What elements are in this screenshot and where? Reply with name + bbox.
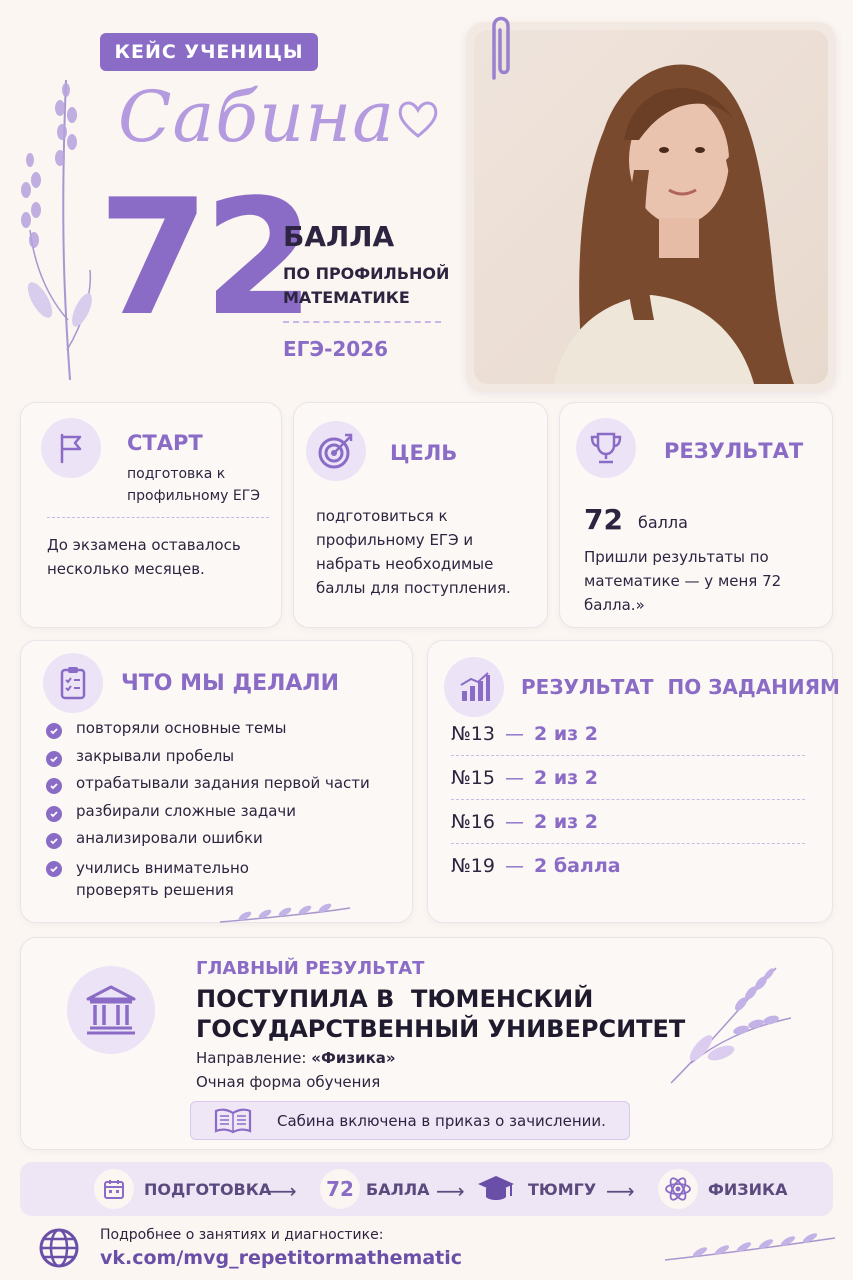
tasks-title: РЕЗУЛЬТАТ ПО ЗАДАНИЯМ [521,675,840,699]
tasks-list [451,712,805,888]
paperclip-icon [484,8,518,86]
student-name: Сабина [118,76,395,158]
direction-line [196,1049,396,1067]
list-item [46,774,370,802]
goal-title: ЦЕЛЬ [390,441,458,465]
enrollment-text: Сабина включена в приказ о зачислении. [277,1111,606,1130]
score-subject: ПО ПРОФИЛЬНОЙ МАТЕМАТИКЕ [283,264,450,307]
task-dash: — [505,810,524,833]
check-icon [46,861,62,877]
task-dash: — [505,722,524,745]
open-book-icon [213,1108,253,1134]
task-value: 2 балла [534,855,621,877]
start-icon-circle [41,418,101,478]
list-item-label: отрабатывали задания первой части [76,774,370,792]
flow-step-university [476,1162,596,1216]
result-quote: Пришли результаты по математике — у меня 72 балла.» [584,548,782,614]
direction-prefix: Направление: [196,1049,312,1067]
result-score: 72 [584,503,623,536]
arrow-icon: ⟶ [268,1179,297,1203]
portrait-image [474,30,828,384]
main-result-line1: ПОСТУПИЛА В ТЮМЕНСКИЙ [196,985,594,1013]
goal-card [293,402,548,628]
list-item-label: учились внимательно проверять решения [76,858,249,899]
result-card [559,402,833,628]
start-card [20,402,282,628]
task-row [451,844,805,888]
task-value: 2 из 2 [534,810,599,833]
flow-step-preparation [94,1162,271,1216]
result-icon-circle [576,418,636,478]
start-text: До экзамена оставалось несколько месяцев. [47,536,241,578]
list-item-label: анализировали ошибки [76,829,263,847]
arrow-icon: ⟶ [606,1179,635,1203]
clipboard-checklist-icon [55,665,91,701]
activities-title: ЧТО МЫ ДЕЛАЛИ [121,671,340,696]
enrollment-note [190,1101,630,1140]
task-value: 2 из 2 [534,722,599,745]
list-item [46,802,370,830]
atom-icon [658,1169,698,1209]
flow-step-score [320,1162,430,1216]
flow-step-label: ФИЗИКА [708,1179,788,1199]
start-subtitle: подготовка к профильному ЕГЭ [127,466,261,504]
check-icon [46,778,62,794]
lavender-sprig-icon [215,900,355,930]
direction-value: «Физика» [311,1049,396,1067]
goal-text: подготовиться к профильному ЕГЭ и набрать необходимые баллы для поступления. [316,507,511,597]
graduation-cap-icon [476,1172,516,1206]
task-number: №15 [451,766,495,789]
arrow-icon: ⟶ [436,1179,465,1203]
list-item-label: повторяли основные темы [76,719,287,737]
list-item-label: закрывали пробелы [76,746,235,765]
result-title: РЕЗУЛЬТАТ [664,439,804,463]
case-badge: КЕЙС УЧЕНИЦЫ [100,33,318,71]
trophy-icon [587,429,625,467]
university-building-icon [84,983,138,1037]
task-row [451,800,805,844]
list-item [46,747,370,775]
check-icon [46,723,62,739]
score-circle: 72 [320,1169,360,1209]
score-unit: БАЛЛА [283,220,395,253]
footer-link[interactable]: vk.com/mvg_repetitormathematic [100,1247,463,1269]
goal-icon-circle [306,421,366,481]
task-dash: — [505,766,524,789]
flow-step-label: ТЮМГУ [528,1179,597,1199]
flow-step-label: ПОДГОТОВКА [144,1179,272,1199]
flow-step-label: БАЛЛА [366,1179,430,1199]
start-divider [47,517,269,518]
task-row [451,712,805,756]
task-value: 2 из 2 [534,766,599,789]
progress-flow [20,1162,833,1216]
task-number: №16 [451,810,495,833]
check-icon [46,833,62,849]
task-number: №19 [451,855,495,877]
study-form: Очная форма обучения [196,1073,381,1091]
flow-step-physics [658,1162,787,1216]
globe-icon [38,1227,80,1269]
tasks-icon-circle [444,657,504,717]
flag-icon [54,431,88,465]
result-score-unit: балла [638,513,688,532]
check-icon [46,806,62,822]
photo-frame [474,30,828,384]
heart-icon [395,96,441,142]
list-item [46,857,370,903]
list-item [46,719,370,747]
big-score: 72 [98,164,309,351]
exam-label: ЕГЭ-2026 [283,337,389,361]
footer-text: Подробнее о занятиях и диагностике: [100,1227,384,1243]
calendar-icon [94,1169,134,1209]
list-item-label: разбирали сложные задачи [76,801,297,820]
lavender-decoration-icon [10,70,100,390]
task-number: №13 [451,722,495,745]
task-dash: — [505,855,524,877]
main-result-line2: ГОСУДАРСТВЕННЫЙ УНИВЕРСИТЕТ [196,1015,686,1043]
start-title: СТАРТ [127,431,203,455]
activities-list [46,719,370,903]
student-photo [466,22,836,392]
university-icon-circle [67,966,155,1054]
lavender-bouquet-icon [661,958,801,1088]
check-icon [46,751,62,767]
task-row [451,756,805,800]
list-item [46,829,370,857]
divider [283,321,441,323]
target-icon [316,431,356,471]
lavender-sprig-icon [660,1222,840,1270]
bar-chart-icon [456,669,492,705]
activities-icon-circle [43,653,103,713]
main-result-label: ГЛАВНЫЙ РЕЗУЛЬТАТ [196,958,425,979]
